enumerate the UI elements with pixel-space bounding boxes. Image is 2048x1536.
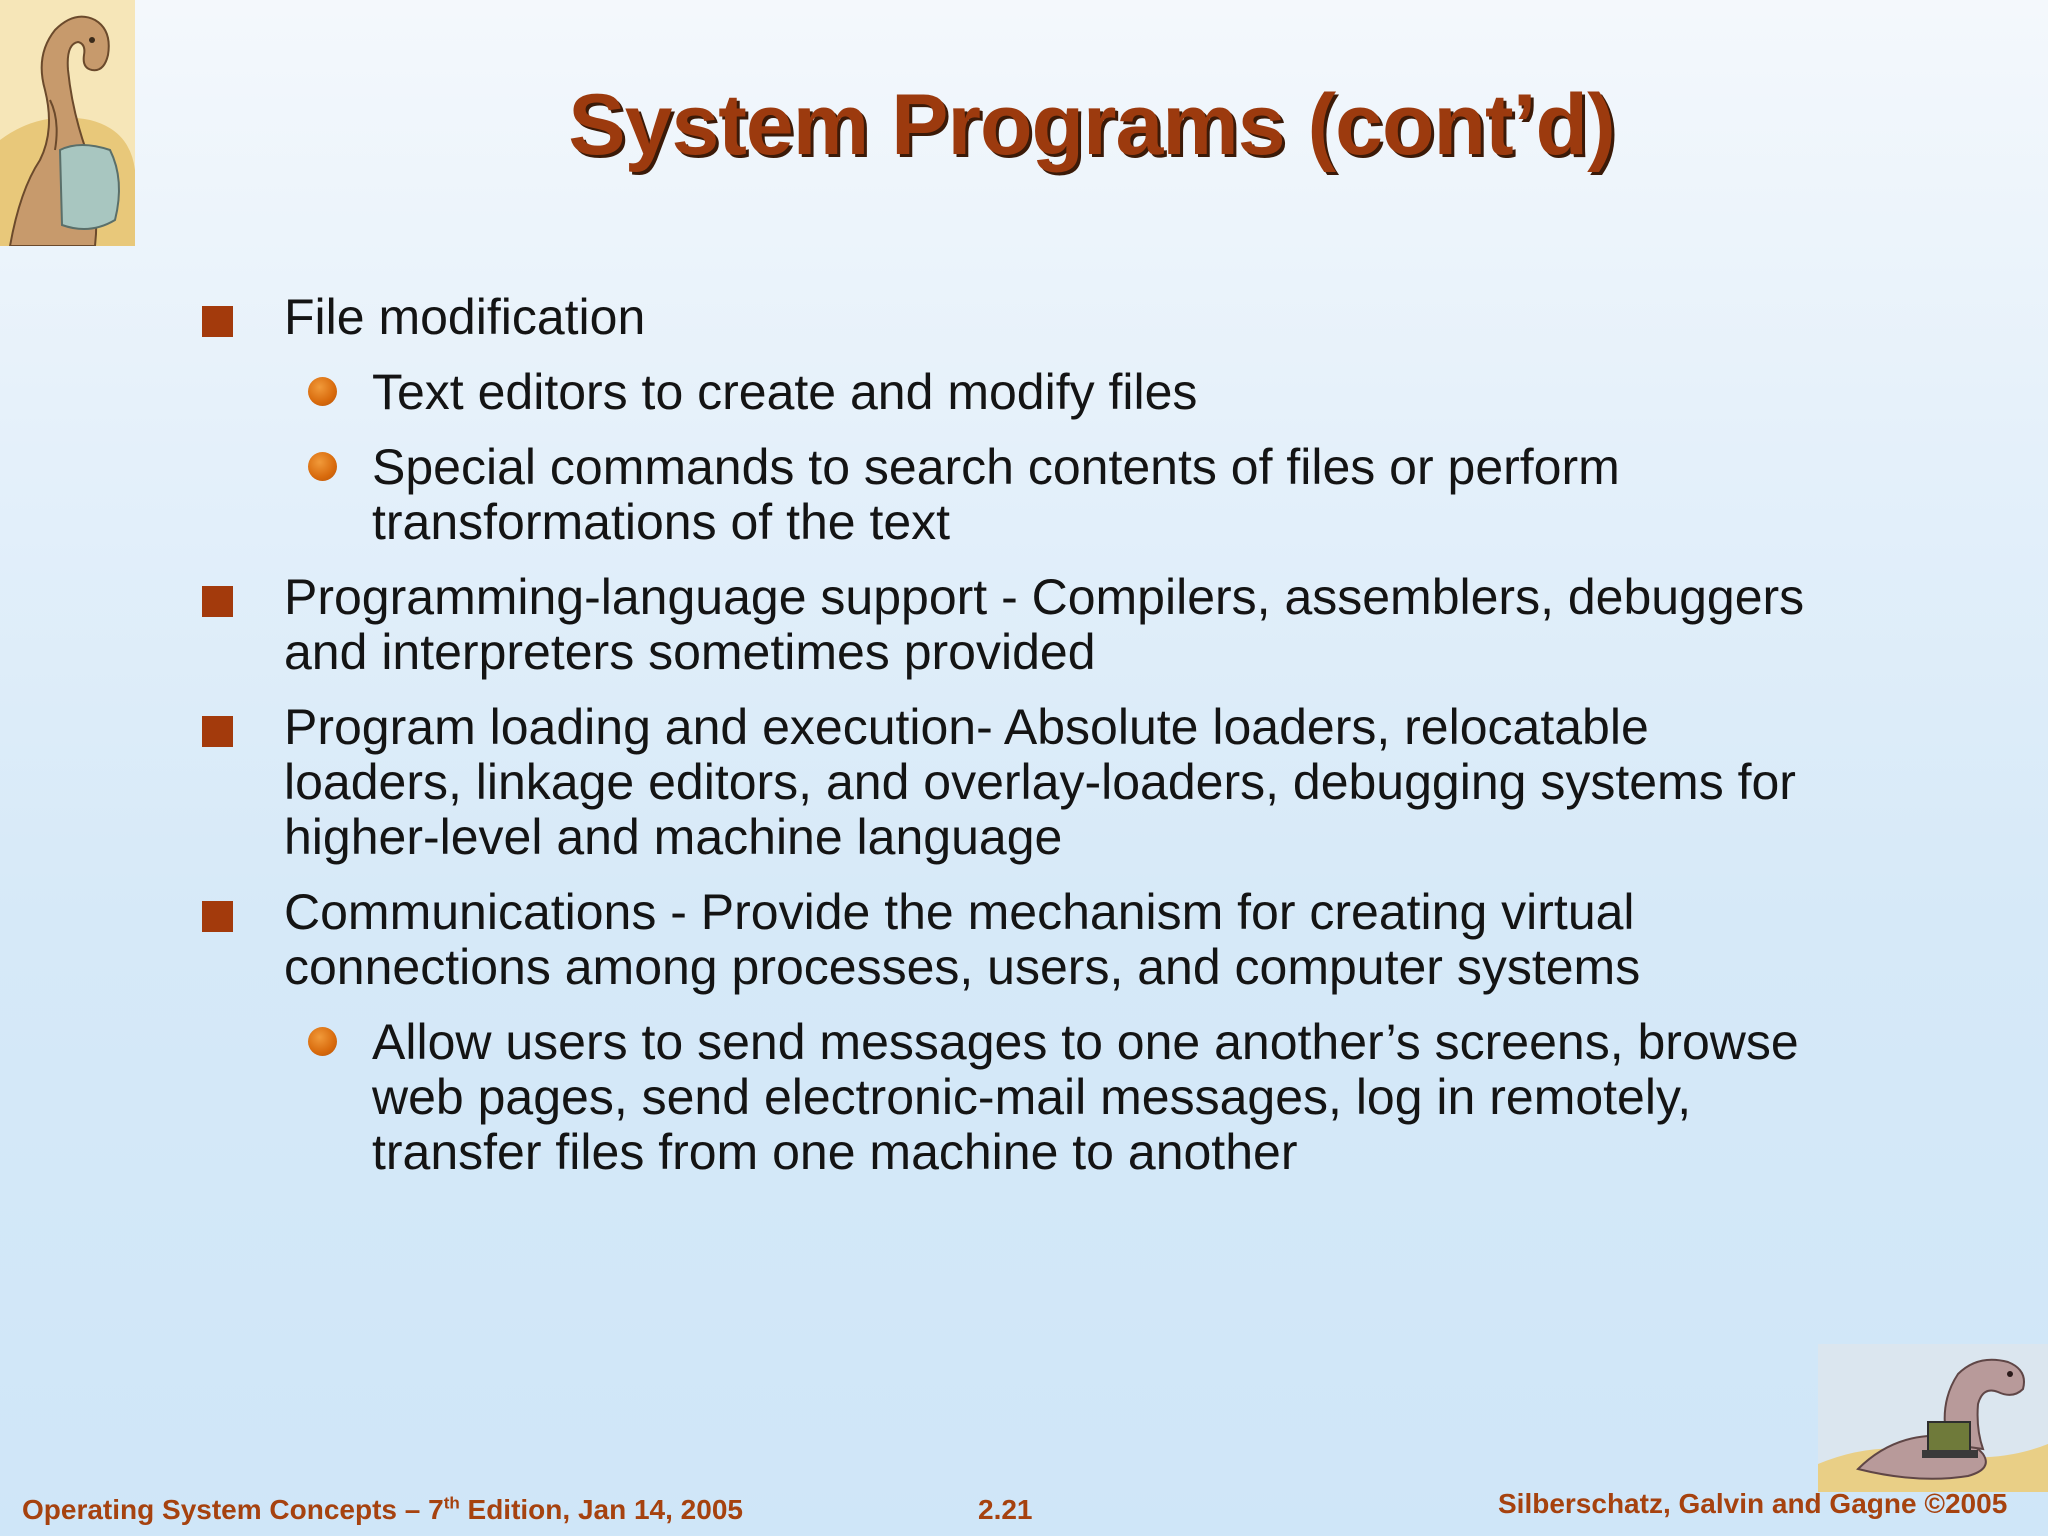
footer-title-text: Operating System Concepts – 7	[22, 1494, 444, 1525]
footer-superscript: th	[443, 1493, 460, 1513]
bullet-item-communications	[200, 885, 1820, 995]
sub-bullet-item	[200, 1015, 1820, 1180]
footer-copyright: Silberschatz, Galvin and Gagne ©2005	[1498, 1488, 2008, 1519]
bullet-list	[200, 290, 1820, 1200]
footer-edition-text: Edition, Jan 14, 2005	[459, 1494, 743, 1525]
bullet-text: Communications - Provide the mechanism for creating virtual connections among processes, users, and computer systems	[284, 884, 1641, 995]
bullet-text: File modification	[284, 289, 646, 345]
sub-bullet-text: Special commands to search contents of files or perform transformations of the text	[372, 439, 1620, 550]
sub-bullet-item	[200, 365, 1820, 420]
square-bullet-icon	[202, 306, 233, 337]
dinosaur-logo-icon	[0, 0, 135, 246]
square-bullet-icon	[202, 586, 233, 617]
sub-bullet-text: Text editors to create and modify files	[372, 364, 1198, 420]
square-bullet-icon	[202, 901, 233, 932]
round-bullet-icon	[308, 452, 337, 481]
round-bullet-icon	[308, 377, 337, 406]
square-bullet-icon	[202, 716, 233, 747]
bullet-text: Program loading and execution- Absolute loaders, relocatable loaders, linkage editors, and overlay-loaders, debugging systems for higher-level and machine language	[284, 699, 1796, 865]
round-bullet-icon	[308, 1027, 337, 1056]
sub-bullet-text: Allow users to send messages to one another’s screens, browse web pages, send electronic-mail messages, log in remotely, transfer files from one machine to another	[372, 1014, 1799, 1180]
bullet-item-file-modification	[200, 290, 1820, 345]
bullet-text: Programming-language support - Compilers, assemblers, debuggers and interpreters sometimes provided	[284, 569, 1805, 680]
footer-slide-number: 2.21	[978, 1494, 1033, 1525]
slide-title: System Programs (cont’d)	[568, 77, 1615, 173]
bullet-item-program-loading	[200, 700, 1820, 865]
dinosaur-laptop-icon	[1818, 1344, 2048, 1492]
sub-bullet-item	[200, 440, 1820, 550]
bullet-item-programming-language-support	[200, 570, 1820, 680]
footer-book-title	[22, 1494, 743, 1526]
